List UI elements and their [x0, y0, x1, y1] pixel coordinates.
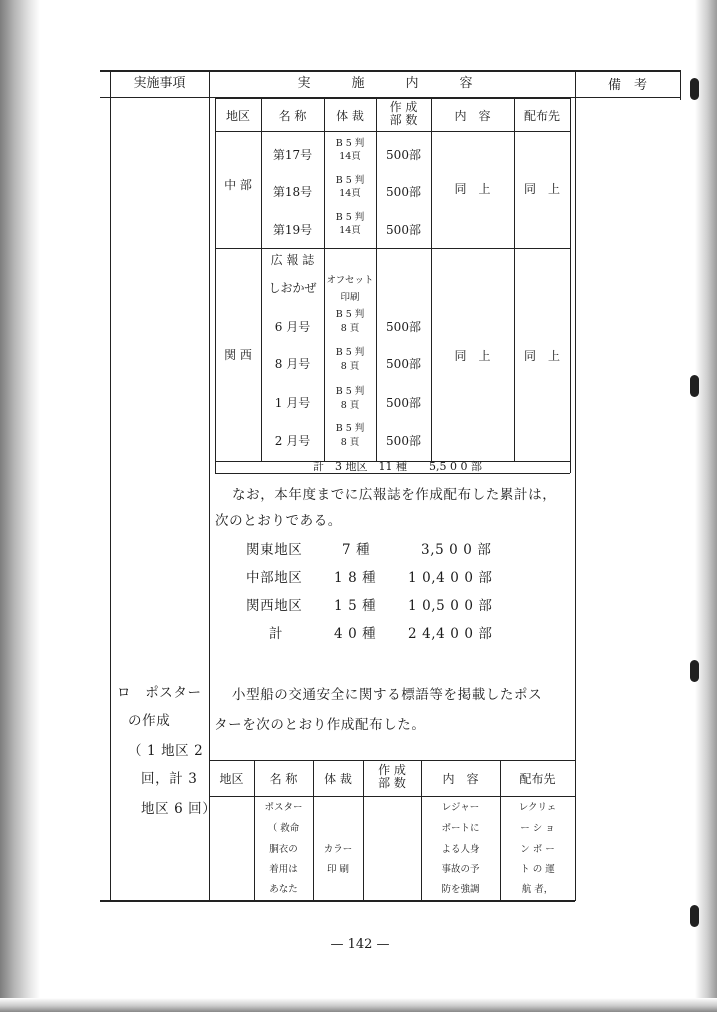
issue-copies: 500部	[386, 223, 421, 237]
page-number: — 142 —	[330, 937, 390, 952]
issue-name: 2 月号	[274, 434, 311, 448]
scan-shadow-left	[0, 0, 40, 1012]
summary-area: 関西地区	[246, 598, 303, 614]
scan-shadow-bottom	[0, 998, 717, 1012]
col-area: 地区	[219, 772, 244, 786]
binding-hole	[690, 905, 699, 927]
issue-format: B 5 判 8 頁	[335, 423, 365, 448]
poster-distribution: ト の 運	[520, 864, 555, 875]
col-format: 体 裁	[324, 772, 352, 786]
issue-name: 第18号	[272, 185, 313, 199]
summary-kinds: 4 0 種	[334, 626, 377, 642]
poster-content: 事故の予	[441, 864, 480, 875]
item-label: 地区 6 回）	[141, 801, 217, 817]
summary-copies: 2 4,4 0 0 部	[408, 626, 493, 642]
issue-copies: 500部	[386, 320, 421, 334]
col-distribution: 配布先	[523, 109, 560, 123]
col-name: 名 称	[278, 109, 307, 123]
summary-copies: 3,5 0 0 部	[421, 542, 492, 558]
issue-name: 1 月号	[274, 396, 311, 410]
summary-kinds: 1 8 種	[334, 570, 377, 586]
poster-distribution: レクリェ	[518, 802, 557, 813]
issue-name: 第17号	[272, 148, 313, 162]
issue-format: B 5 判 8 頁	[335, 386, 365, 411]
header-remarks: 備 考	[607, 78, 647, 93]
item-label: 回，計 3	[141, 771, 198, 787]
poster-distribution: ー シ ョ	[520, 823, 555, 834]
summary-area: 関東地区	[246, 542, 303, 558]
summary-kinds: 7 種	[342, 542, 371, 558]
poster-name: あなた	[269, 884, 298, 895]
issue-name: 6 月号	[274, 320, 311, 334]
issue-copies: 500部	[386, 185, 421, 199]
summary-area: 計	[269, 626, 284, 642]
kansai-content: 同 上	[454, 349, 491, 363]
chubu-content: 同 上	[454, 182, 491, 196]
poster-distribution: 航 者，	[521, 884, 554, 895]
poster-content: レジャー	[441, 802, 480, 813]
binding-hole	[690, 78, 699, 100]
poster-distribution: ン ボ ー	[520, 844, 555, 855]
issue-format: B 5 判 14頁	[335, 138, 365, 162]
issue-format: B 5 判 14頁	[335, 212, 365, 236]
print-method: オフセット 印刷	[326, 275, 374, 303]
item-label: （ 1 地区 2	[128, 743, 204, 759]
poster-content: 防を強調	[441, 884, 480, 895]
item-label: の作成	[128, 713, 171, 729]
summary-line: なお，本年度までに広報誌を作成配布した累計は，	[232, 487, 557, 503]
issue-name: 第19号	[272, 223, 313, 237]
bulletin-title: しおかぜ	[268, 281, 317, 295]
area-kansai: 関 西	[224, 348, 252, 362]
col-copies: 作 成 部 数	[389, 100, 418, 127]
poster-name: ポスター	[264, 802, 303, 813]
issue-copies: 500部	[386, 357, 421, 371]
summary-area: 中部地区	[246, 570, 303, 586]
poster-content: よる人身	[441, 844, 480, 855]
col-copies: 作 成 部 数	[378, 763, 406, 790]
col-content: 内 容	[442, 772, 479, 786]
chubu-distribution: 同 上	[523, 182, 560, 196]
summary-kinds: 1 5 種	[334, 598, 377, 614]
issue-copies: 500部	[386, 434, 421, 448]
total-row: 計 3 地区 11 種 5,5 0 0 部	[313, 460, 482, 473]
bulletin-title: 広 報 誌	[270, 253, 315, 267]
kansai-distribution: 同 上	[523, 349, 560, 363]
poster-name: 着用は	[269, 864, 298, 875]
binding-hole	[690, 660, 699, 682]
issue-format: B 5 判 8 頁	[335, 309, 365, 334]
col-content: 内 容	[454, 109, 491, 123]
issue-format: B 5 判 8 頁	[335, 347, 365, 372]
col-format: 体 裁	[336, 109, 364, 123]
item-label: ロ ポスター	[117, 685, 202, 701]
poster-name: 胴衣の	[269, 844, 298, 855]
summary-copies: 1 0,5 0 0 部	[408, 598, 493, 614]
poster-format: 印 刷	[326, 864, 350, 875]
poster-name: （ 救命	[267, 823, 300, 834]
issue-format: B 5 判 14頁	[335, 175, 365, 199]
binding-hole	[690, 375, 699, 397]
issue-name: 8 月号	[274, 357, 311, 371]
scan-shadow-right	[695, 0, 717, 1012]
header-item: 実施事項	[133, 76, 186, 91]
col-area: 地区	[225, 109, 250, 123]
col-name: 名 称	[269, 772, 298, 786]
poster-format: カラー	[323, 844, 353, 855]
header-content: 実 施 内 容	[297, 76, 487, 91]
col-distribution: 配布先	[519, 772, 556, 786]
summary-line: 次のとおりである。	[215, 513, 342, 529]
poster-text: ターを次のとおり作成配布した。	[214, 717, 426, 733]
issue-copies: 500部	[386, 148, 421, 162]
summary-copies: 1 0,4 0 0 部	[408, 570, 493, 586]
poster-text: 小型船の交通安全に関する標語等を掲載したポス	[232, 687, 543, 703]
poster-content: ボートに	[441, 823, 480, 834]
issue-copies: 500部	[386, 396, 421, 410]
area-chubu: 中 部	[224, 178, 252, 192]
